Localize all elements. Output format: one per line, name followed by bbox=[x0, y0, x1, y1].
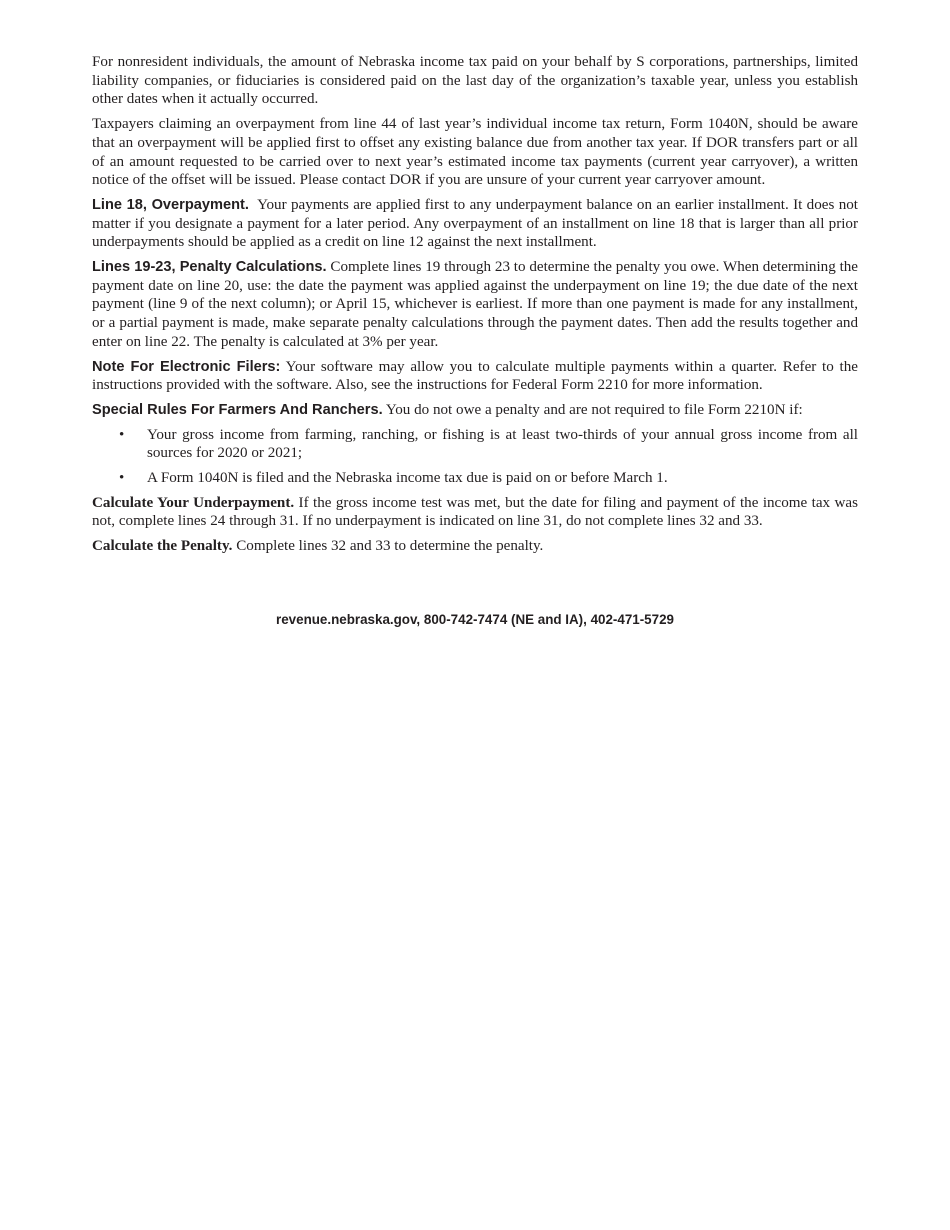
electronic-filers-text: Your software may allow you to calculate multiple payments within a quarter. Refer to the instructions provided with the software. Also, see the instructions for Federal Form 2210 for more information. bbox=[92, 358, 858, 394]
electronic-filers-heading: Note For Electronic Filers: bbox=[92, 358, 281, 375]
line18-text: Your payments are applied first to any underpayment balance on an earlier installment. It does not matter if you designate a payment for a later period. Any overpayment of an installment on line 18 that is larger than all prior underpayments should be applied as a credit on line 12 against the next installment. bbox=[92, 196, 858, 251]
underpayment-text: If the gross income test was met, but the date for filing and payment of the income tax was not, complete lines 24 through 31. If no underpayment is indicated on line 31, do not complete lines 32 and 33. bbox=[92, 494, 858, 530]
lines19-23-paragraph bbox=[92, 258, 858, 352]
list-item-text: A Form 1040N is filed and the Nebraska income tax due is paid on or before March 1. bbox=[147, 470, 668, 487]
lines19-23-text: Complete lines 19 through 23 to determine the penalty you owe. When determining the payment date on line 20, use: the date the payment was applied against the underpayment on line 19; the due date of the next payment (line 9 of the next column); or April 15, whichever is earliest. If more than one payment is made for any installment, or a partial payment is made, make separate penalty calculations through the payment dates. Then add the results together and enter on line 22. The penalty is calculated at 3% per year. bbox=[92, 259, 859, 350]
lines19-23-heading: Lines 19-23, Penalty Calculations. bbox=[92, 259, 327, 276]
line18-heading: Line 18, Overpayment. bbox=[92, 196, 249, 213]
penalty-paragraph bbox=[92, 537, 858, 556]
footer-contact: revenue.nebraska.gov, 800-742-7474 (NE and IA), 402-471-5729 bbox=[276, 612, 674, 627]
list-item bbox=[92, 469, 858, 488]
underpayment-paragraph bbox=[92, 494, 858, 531]
farmers-text: You do not owe a penalty and are not required to file Form 2210N if: bbox=[385, 401, 803, 418]
penalty-text: Complete lines 32 and 33 to determine the penalty. bbox=[236, 538, 544, 555]
farmers-heading: Special Rules For Farmers And Ranchers. bbox=[92, 401, 383, 418]
list-item-text: Your gross income from farming, ranching, or fishing is at least two-thirds of your annual gross income from all sources for 2020 or 2021; bbox=[147, 426, 858, 462]
farmers-paragraph bbox=[92, 401, 858, 420]
line18-paragraph bbox=[92, 196, 858, 252]
bullet-icon: • bbox=[119, 426, 125, 443]
electronic-filers-paragraph bbox=[92, 358, 858, 395]
overpayment-claim-paragraph: Taxpayers claiming an overpayment from line 44 of last year’s individual income tax return, Form 1040N, should be aware that an overpayment will be applied first to offset any existing balance due from another tax year. If DOR transfers part or all of an amount requested to be carried over to next year’s estimated income tax payments (current year carryover), a written notice of the offset will be issued. Please contact DOR if you are unsure of your current year carryover amount. bbox=[92, 116, 858, 189]
nonresident-paragraph: For nonresident individuals, the amount of Nebraska income tax paid on your behalf by S corporations, partnerships, limited liability companies, or fiduciaries is considered paid on the last day of the organization’s taxable year, unless you establish other dates when it actually occurred. bbox=[92, 54, 858, 108]
underpayment-heading: Calculate Your Underpayment. bbox=[92, 494, 295, 511]
farmers-conditions-list bbox=[92, 426, 858, 488]
bullet-icon: • bbox=[119, 470, 125, 487]
list-item bbox=[92, 426, 858, 463]
penalty-heading: Calculate the Penalty. bbox=[92, 538, 233, 555]
instructions-body bbox=[92, 53, 858, 562]
